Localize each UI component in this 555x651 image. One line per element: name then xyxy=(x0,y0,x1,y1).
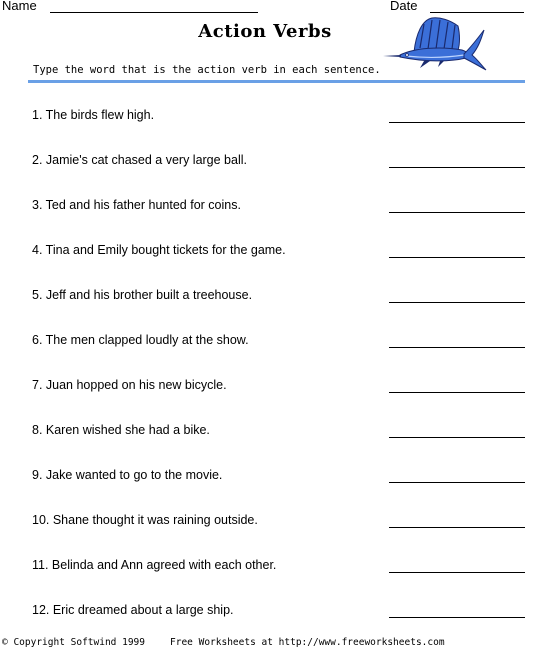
question-row xyxy=(0,288,555,308)
question-text: 4. Tina and Emily bought tickets for the game. xyxy=(32,243,286,257)
name-label: Name xyxy=(2,0,37,13)
answer-line[interactable] xyxy=(389,437,525,438)
question-row xyxy=(0,333,555,353)
answer-line[interactable] xyxy=(389,302,525,303)
divider-rule xyxy=(28,80,525,83)
question-row xyxy=(0,603,555,623)
answer-line[interactable] xyxy=(389,527,525,528)
name-field-line[interactable] xyxy=(50,12,258,13)
instructions: Type the word that is the action verb in each sentence. xyxy=(33,64,381,76)
sailfish-icon xyxy=(380,12,490,72)
question-row xyxy=(0,558,555,578)
answer-line[interactable] xyxy=(389,257,525,258)
answer-line[interactable] xyxy=(389,482,525,483)
worksheet-title: Action Verbs xyxy=(198,21,332,42)
question-text: 9. Jake wanted to go to the movie. xyxy=(32,468,223,482)
answer-line[interactable] xyxy=(389,212,525,213)
question-text: 11. Belinda and Ann agreed with each other. xyxy=(32,558,277,572)
question-text: 2. Jamie's cat chased a very large ball. xyxy=(32,153,247,167)
answer-line[interactable] xyxy=(389,392,525,393)
question-text: 8. Karen wished she had a bike. xyxy=(32,423,210,437)
question-text: 7. Juan hopped on his new bicycle. xyxy=(32,378,227,392)
question-text: 10. Shane thought it was raining outside. xyxy=(32,513,258,527)
question-row xyxy=(0,378,555,398)
question-row xyxy=(0,153,555,173)
website-link[interactable]: Free Worksheets at http://www.freeworksheets.com xyxy=(170,637,445,648)
question-text: 12. Eric dreamed about a large ship. xyxy=(32,603,234,617)
question-text: 3. Ted and his father hunted for coins. xyxy=(32,198,241,212)
date-label: Date xyxy=(390,0,418,13)
question-row xyxy=(0,513,555,533)
question-row xyxy=(0,243,555,263)
question-row xyxy=(0,468,555,488)
answer-line[interactable] xyxy=(389,347,525,348)
question-row xyxy=(0,198,555,218)
question-text: 1. The birds flew high. xyxy=(32,108,155,122)
copyright-text: © Copyright Softwind 1999 xyxy=(2,637,145,648)
question-text: 6. The men clapped loudly at the show. xyxy=(32,333,249,347)
answer-line[interactable] xyxy=(389,617,525,618)
answer-line[interactable] xyxy=(389,122,525,123)
answer-line[interactable] xyxy=(389,572,525,573)
question-row xyxy=(0,423,555,443)
question-text: 5. Jeff and his brother built a treehouse. xyxy=(32,288,253,302)
answer-line[interactable] xyxy=(389,167,525,168)
question-row xyxy=(0,108,555,128)
